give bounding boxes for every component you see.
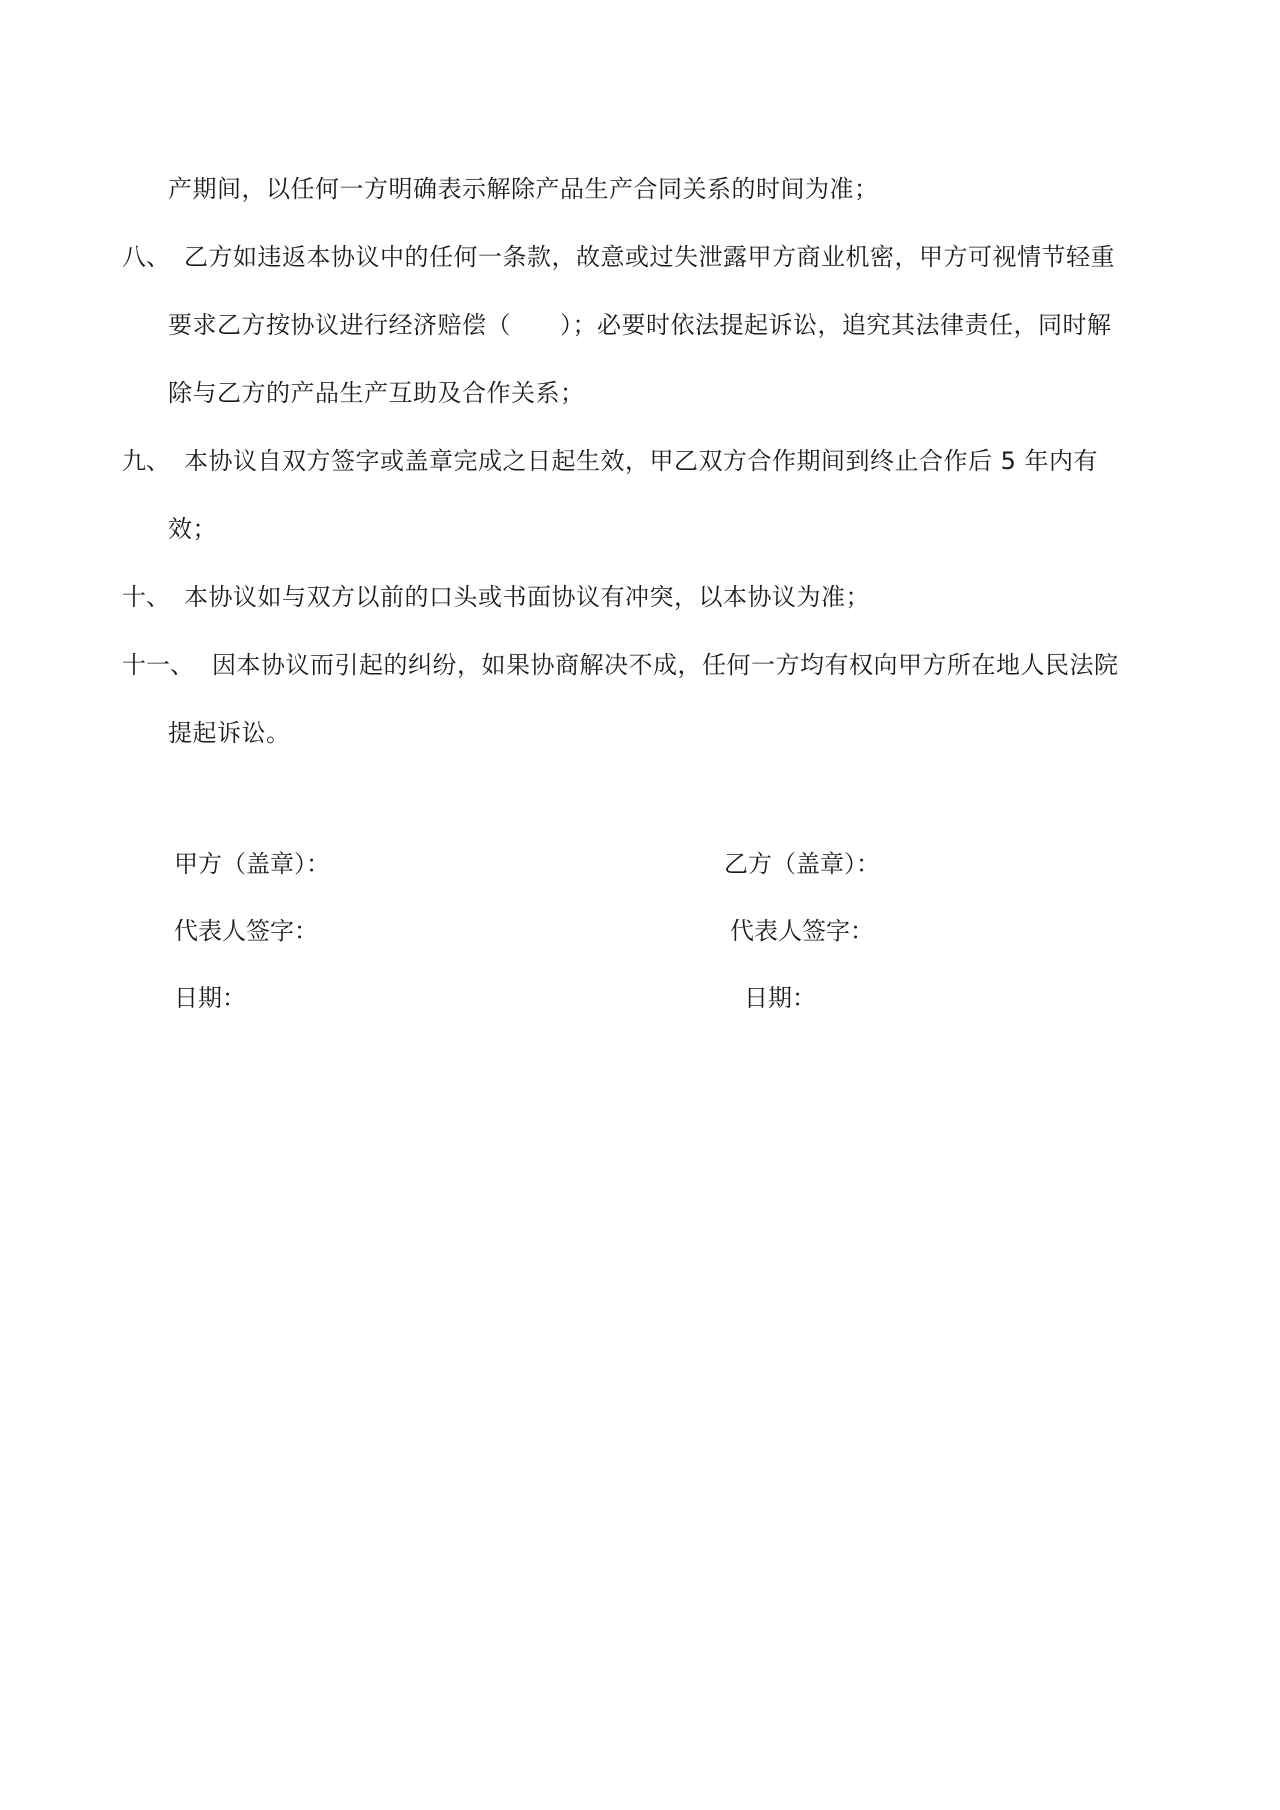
party-a-seal-label: 甲方（盖章）： [174,850,330,878]
clause-9-line-2: 效； [168,515,217,543]
clause-8-line-1: 乙方如违返本协议中的任何一条款，故意或过失泄露甲方商业机密，甲方可视情节轻重 [184,243,1115,271]
clause-9-line-1: 本协议自双方签字或盖章完成之日起生效，甲乙双方合作期间到终止合作后 5 年内有 [184,447,1099,475]
clause-7-tail: 产期间，以任何一方明确表示解除产品生产合同关系的时间为准； [168,175,879,203]
clause-10-number: 十、 [122,583,170,611]
clause-9-number: 九、 [122,447,170,475]
clause-10-line-1: 本协议如与双方以前的口头或书面协议有冲突，以本协议为准； [184,583,870,611]
party-b-date-label: 日期： [744,984,816,1012]
party-a-date-label: 日期： [174,984,246,1012]
party-a-representative-label: 代表人签字： [174,917,318,945]
clause-11-line-2: 提起诉讼。 [168,719,291,747]
clause-11-number: 十一、 [122,651,194,679]
clause-8-line-3: 除与乙方的产品生产互助及合作关系； [168,379,585,407]
clause-8-number: 八、 [122,243,170,271]
party-b-representative-label: 代表人签字： [730,917,874,945]
party-b-seal-label: 乙方（盖章）： [724,850,880,878]
clause-11-line-1: 因本协议而引起的纠纷，如果协商解决不成，任何一方均有权向甲方所在地人民法院 [212,651,1119,679]
clause-8-line-2: 要求乙方按协议进行经济赔偿（ ）；必要时依法提起诉讼，追究其法律责任，同时解 [168,311,1112,339]
